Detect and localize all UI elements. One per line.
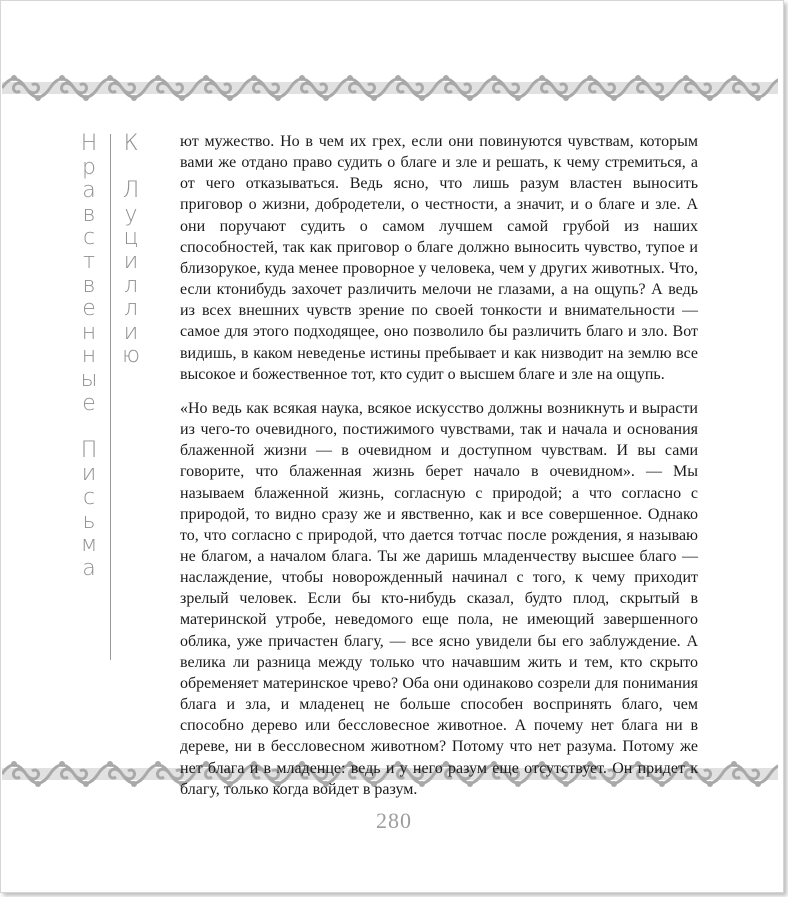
- title-letter: л: [123, 296, 139, 322]
- title-letter: е: [82, 390, 96, 416]
- page-number: 280: [376, 808, 412, 833]
- title-letter: ь: [82, 508, 96, 534]
- title-letter: р: [82, 154, 96, 180]
- title-divider-line: [110, 134, 111, 660]
- title-letter: в: [82, 201, 96, 227]
- title-letter: н: [81, 343, 97, 369]
- title-letter: е: [82, 296, 96, 322]
- title-letter: ы: [80, 366, 98, 392]
- paragraph: ют мужество. Но в чем их грех, если они повинуются чувствам, которым вами же отдано право судить о благе и зле и решать, к чему стремиться, а от чего отказываться. Ведь ясно, что лишь разум властен выносить приговор о жизни, добродетели, о честности, а значит, и о благе и зле. А они поручают судить о самом лучшем самой грубой из наших способностей, так как приговор о благе должно выносить чувство, тупое и близорукое, куда менее проворное у человека, чем у других животных. Что, если ктонибудь захочет различить мелочи не глазами, а на ощупь? А ведь из всех внешних чувств зрение по своей тонкости и внимательности — самое для этого подходящее, оно позволило бы различить благо и зло. Вот видишь, в каком неведенье истины пребывает и как низводит на землю все высокое и божественное тот, кто судит о высшем благе и зле на ощупь.: [180, 133, 698, 383]
- paragraph: «Но ведь как всякая наука, всякое искусство должны возникнуть и вырасти из чего-то очевидного, постижимого чувствами, так и начала и основания блаженной жизни — в очевидном и доступном чувствам. И вы сами говорите, что блаженная жизнь берет начало в очевидном». — Мы называем блаженной жизнь, согласную с природой; а что согласно с природой, то видно сразу же и явственно, как и все совершенное. Однако то, что согласно с природой, что дается тотчас после рождения, я называю не благом, а началом блага. Ты же даришь младенчеству высшее благо — наслаждение, чтобы новорожденный начинал с того, к чему приходит зрелый человек. Если бы кто-нибудь сказал, будто плод, скрытый в материнской утробе, неведомого еще пола, не имеющий завершенного облика, уже причастен благу, — все ясно увидели бы его заблуждение. А велика ли разница между только что начавшим жить и тем, кто скрыто обременяет материнское чрево? Оба они одинаково созрели для понимания блага и зла, и младенец не больше способен воспринять благо, чем способно дерево или бессловесное животное. А почему нет блага ни в дереве, ни в бессловесном животном? Потому что нет разума. Потому же нет блага и в младенце: ведь и у него разум еще отсутствует. Он придет к благу, только когда войдет в разум.: [180, 399, 698, 798]
- title-letter: ц: [123, 225, 139, 251]
- title-letter: м: [80, 532, 98, 558]
- title-letter: ю: [122, 343, 140, 369]
- title-letter: П: [80, 437, 98, 463]
- main-text: [180, 131, 698, 800]
- title-letter: Н: [80, 131, 98, 156]
- title-letter: К: [123, 131, 139, 156]
- title-letter: и: [81, 461, 97, 487]
- title-letter: у: [124, 201, 138, 227]
- title-letter: Л: [122, 178, 140, 204]
- title-letter: а: [82, 555, 96, 581]
- title-letter: т: [82, 248, 96, 274]
- title-letter: л: [123, 272, 139, 298]
- title-letter: в: [82, 272, 96, 298]
- title-letter: н: [81, 319, 97, 345]
- title-letter: с: [82, 225, 96, 251]
- title-letter: и: [123, 248, 139, 274]
- running-title-addressee: [120, 132, 142, 368]
- title-letter: с: [82, 484, 96, 510]
- title-letter: и: [123, 319, 139, 345]
- top-ornament-border: [2, 72, 778, 104]
- running-title-book: [78, 132, 100, 580]
- title-letter: а: [82, 178, 96, 204]
